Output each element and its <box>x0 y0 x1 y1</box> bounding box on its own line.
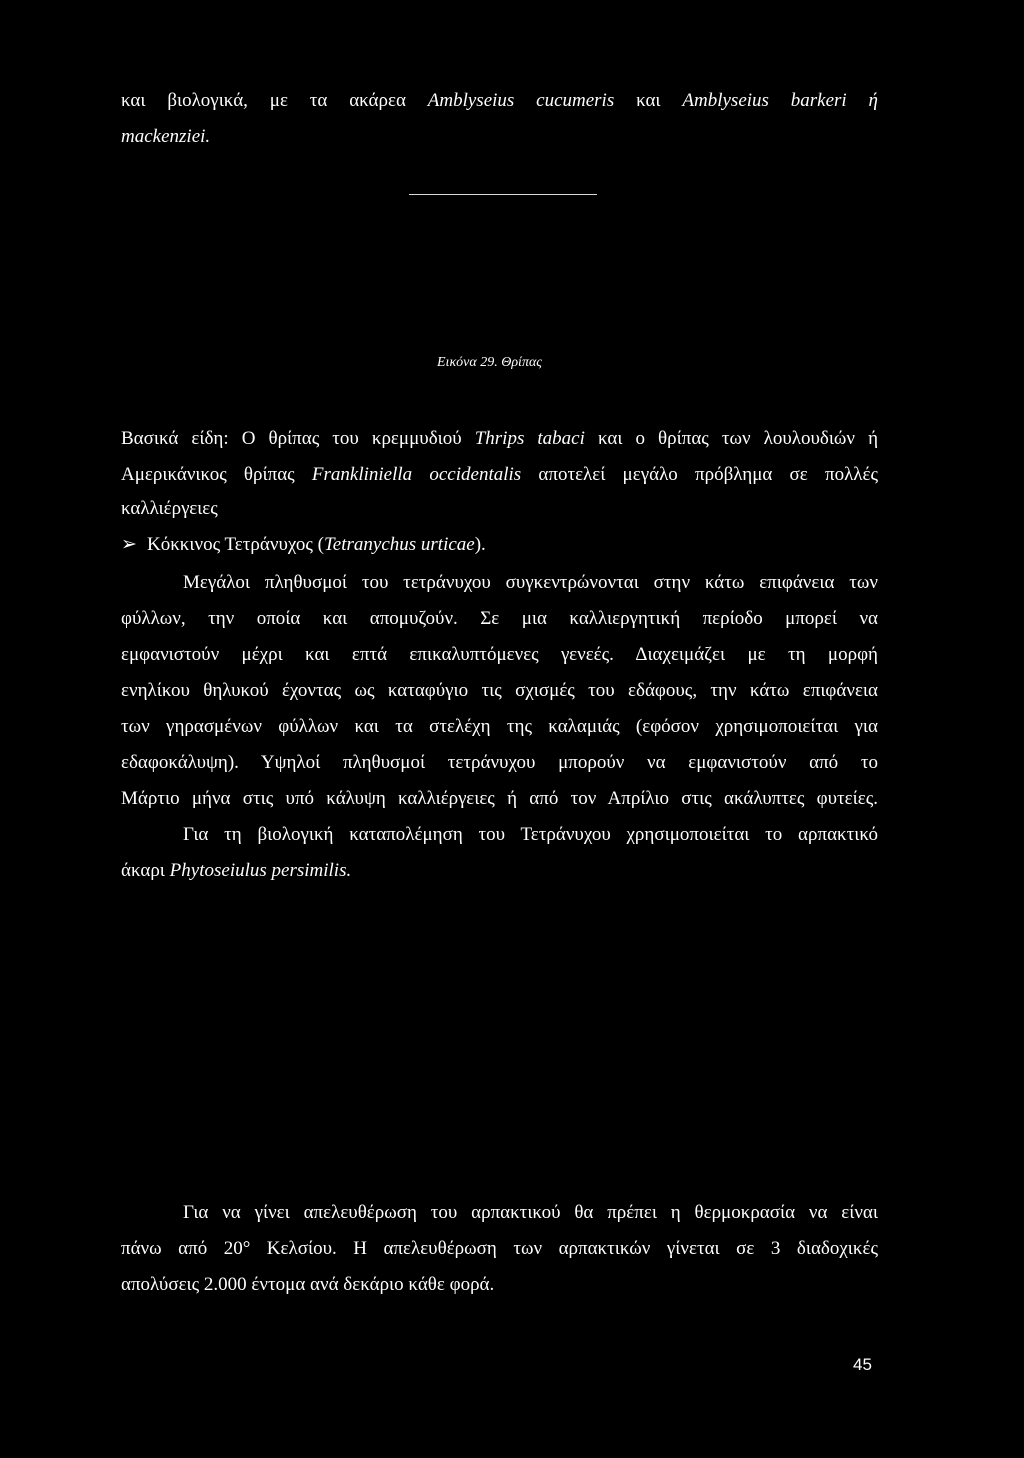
bullet-arrow-icon: ➢ <box>121 534 137 555</box>
thrips-line-3: καλλιέργειες <box>121 498 218 519</box>
thrips-line-2: Αμερικάνικος θρίπας Frankliniella occidentalis αποτελεί μεγάλο πρόβλημα σε πολλές <box>121 464 878 485</box>
mite-paragraph-line-6: εδαφοκάλυψη). Υψηλοί πληθυσμοί τετράνυχου μπορούν να εμφανιστούν από το <box>121 752 878 773</box>
mite-paragraph-line-7: Μάρτιο μήνα στις υπό κάλυψη καλλιέργειες ή από τον Απρίλιο στις ακάλυπτες φυτείες. <box>121 788 878 809</box>
page-number: 45 <box>853 1355 872 1374</box>
mite-paragraph-line-3: εμφανιστούν μέχρι και επτά επικαλυπτόμενες γενεές. Διαχειμάζει με τη μορφή <box>121 644 878 665</box>
thrips-line-1: Βασικά είδη: Ο θρίπας του κρεμμυδιού Thrips tabaci και ο θρίπας των λουλουδιών ή <box>121 428 879 449</box>
mite-paragraph-line-8: Για τη βιολογική καταπολέμηση του Τετράνυχου χρησιμοποιείται το αρπακτικό <box>183 824 878 845</box>
mite-paragraph-line-5: των γηρασμένων φύλλων και τα στελέχη της καλαμιάς (εφόσον χρησιμοποιείται για <box>121 716 878 737</box>
mite-paragraph-line-2: φύλλων, την οποία και απομυζούν. Σε μια καλλιεργητική περίοδο μπορεί να <box>121 608 878 629</box>
intro-line-2: mackenziei. <box>121 126 211 147</box>
separator-rule <box>409 194 597 195</box>
release-line-2: πάνω από 20° Κελσίου. Η απελευθέρωση των αρπακτικών γίνεται σε 3 διαδοχικές <box>121 1238 878 1259</box>
release-line-3: απολύσεις 2.000 έντομα ανά δεκάριο κάθε φορά. <box>121 1274 495 1295</box>
mite-paragraph-line-1: Μεγάλοι πληθυσμοί του τετράνυχου συγκεντρώνονται στην κάτω επιφάνεια των <box>183 572 878 593</box>
intro-line-1: και βιολογικά, με τα ακάρεα Amblyseius cucumeris και Amblyseius barkeri ή <box>121 90 878 111</box>
mite-heading: ➢ Κόκκινος Τετράνυχος (Tetranychus urticae). <box>121 534 486 555</box>
mite-paragraph-line-9: άκαρι Phytoseiulus persimilis. <box>121 860 352 881</box>
release-line-1: Για να γίνει απελευθέρωση του αρπακτικού θα πρέπει η θερμοκρασία να είναι <box>183 1202 878 1223</box>
mite-paragraph-line-4: ενηλίκου θηλυκού έχοντας ως καταφύγιο τις σχισμές του εδάφους, την κάτω επιφάνεια <box>121 680 878 701</box>
figure-caption: Εικόνα 29. Θρίπας <box>437 355 542 370</box>
